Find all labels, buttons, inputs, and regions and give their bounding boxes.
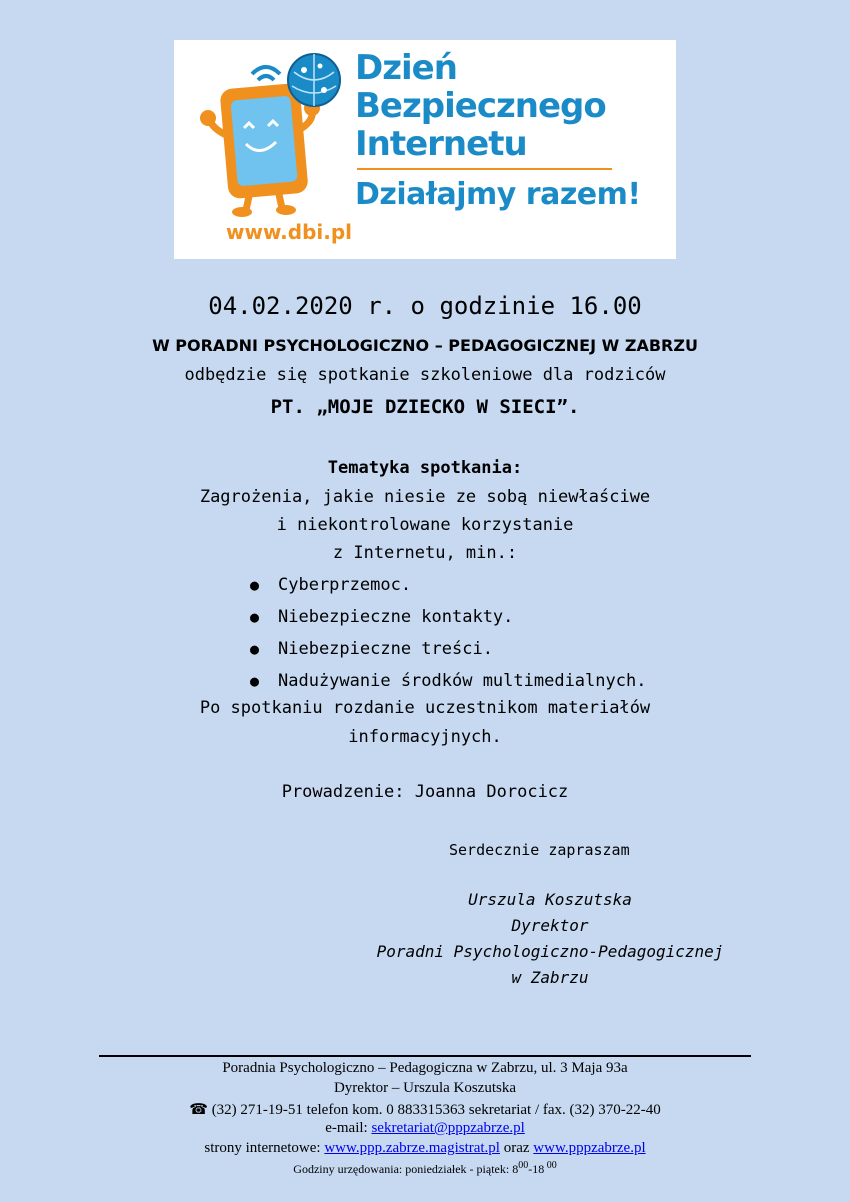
logo-line-2: Bezpiecznego <box>355 86 606 126</box>
topics-heading: Tematyka spotkania: <box>327 458 523 478</box>
hours-sep: -18 <box>528 1162 545 1176</box>
email-label: e-mail: <box>325 1120 372 1136</box>
footer-phones-text: (32) 271-19-51 telefon kom. 0 883315363 sekretariat / fax. (32) 370-22-40 <box>207 1102 661 1118</box>
logo-line-3: Internetu <box>355 124 527 164</box>
footer-director: Dyrektor – Urszula Koszutska <box>333 1080 517 1096</box>
bullet-icon: ● <box>250 640 260 658</box>
signature-org: Poradni Psychologiczno-Pedagogicznej <box>376 942 724 961</box>
logo-line-1: Dzień <box>355 48 457 88</box>
host-line: Prowadzenie: Joanna Dorocicz <box>281 782 569 802</box>
topics-desc-3: z Internetu, min.: <box>332 543 518 563</box>
website-link-2[interactable]: www.pppzabrze.pl <box>533 1140 646 1156</box>
signature-name: Urszula Koszutska <box>468 890 632 909</box>
list-item <box>250 669 646 701</box>
email-link[interactable]: sekretariat@pppzabrze.pl <box>371 1120 525 1136</box>
event-place: W PORADNI PSYCHOLOGICZNO – PEDAGOGICZNEJ W ZABRZU <box>152 336 698 355</box>
footer-phones <box>0 1100 850 1119</box>
footer-email <box>0 1120 850 1137</box>
after-text-1: Po spotkaniu rozdanie uczestnikom materiałów <box>199 698 651 718</box>
topics-desc-1: Zagrożenia, jakie niesie ze sobą niewłaściwe <box>199 487 651 507</box>
dbi-logo <box>174 40 676 259</box>
list-item-text: Niebezpieczne treści. <box>278 639 493 659</box>
signature-role: Dyrektor <box>511 916 589 935</box>
logo-slogan: Działajmy razem! <box>355 177 641 212</box>
logo-divider <box>357 168 612 170</box>
event-intro: odbędzie się spotkanie szkoleniowe dla rodziców <box>184 365 666 385</box>
web-label: strony internetowe: <box>204 1140 325 1156</box>
hours-label: Godziny urzędowania: poniedziałek - piątek: 8 <box>293 1162 519 1176</box>
list-item <box>250 573 646 605</box>
after-text-2: informacyjnych. <box>348 727 502 747</box>
signature-city: w Zabrzu <box>511 968 589 987</box>
list-item-text: Nadużywanie środków multimedialnych. <box>278 671 647 691</box>
bullet-icon: ● <box>250 672 260 690</box>
topics-desc-2: i niekontrolowane korzystanie <box>276 515 574 535</box>
bullet-icon: ● <box>250 608 260 626</box>
invite-line: Serdecznie zapraszam <box>449 841 630 859</box>
list-item <box>250 605 646 637</box>
logo-url: www.dbi.pl <box>226 220 353 244</box>
list-item-text: Cyberprzemoc. <box>278 575 412 595</box>
event-title: PT. „MOJE DZIECKO W SIECI”. <box>270 396 580 418</box>
website-link-1[interactable]: www.ppp.zabrze.magistrat.pl <box>324 1140 500 1156</box>
hours-close-sup: 00 <box>544 1160 557 1171</box>
event-date: 04.02.2020 r. o godzinie 16.00 <box>208 292 642 320</box>
list-item <box>250 637 646 669</box>
phone-icon: ☎ <box>189 1102 208 1118</box>
footer-divider <box>99 1055 751 1057</box>
web-and: oraz <box>499 1140 534 1156</box>
topics-list <box>250 573 646 701</box>
footer-websites <box>0 1140 850 1157</box>
list-item-text: Niebezpieczne kontakty. <box>278 607 514 627</box>
footer-address: Poradnia Psychologiczno – Pedagogiczna w Zabrzu, ul. 3 Maja 93a <box>222 1060 628 1076</box>
footer-hours <box>0 1160 850 1177</box>
hours-open-sup: 00 <box>518 1160 529 1171</box>
bullet-icon: ● <box>250 576 260 594</box>
